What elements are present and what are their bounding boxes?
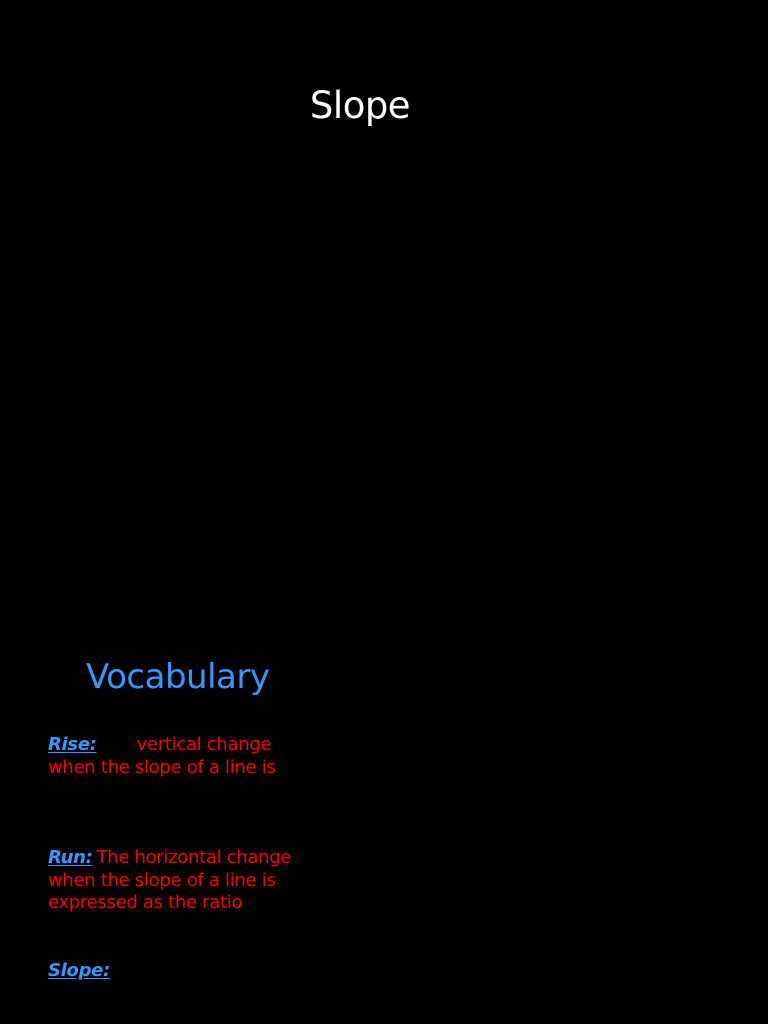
page-title: Slope xyxy=(309,84,411,127)
term-definition-run-line3: expressed as the ratio xyxy=(48,892,243,913)
term-definition-run-line2: when the slope of a line is xyxy=(48,869,276,891)
term-label-slope: Slope: xyxy=(48,960,110,981)
vocab-term-slope xyxy=(48,960,318,983)
vocab-term-run xyxy=(48,847,318,915)
vocabulary-heading: Vocabulary xyxy=(86,657,270,697)
term-definition-rise-line2: when the slope of a line is xyxy=(48,756,276,778)
term-label-run: Run: xyxy=(48,847,93,868)
vocab-term-rise xyxy=(48,734,318,779)
term-label-rise: Rise: xyxy=(48,734,97,755)
term-definition-rise-line1: vertical change xyxy=(136,734,272,755)
term-definition-run-line1: The horizontal change xyxy=(96,847,292,868)
